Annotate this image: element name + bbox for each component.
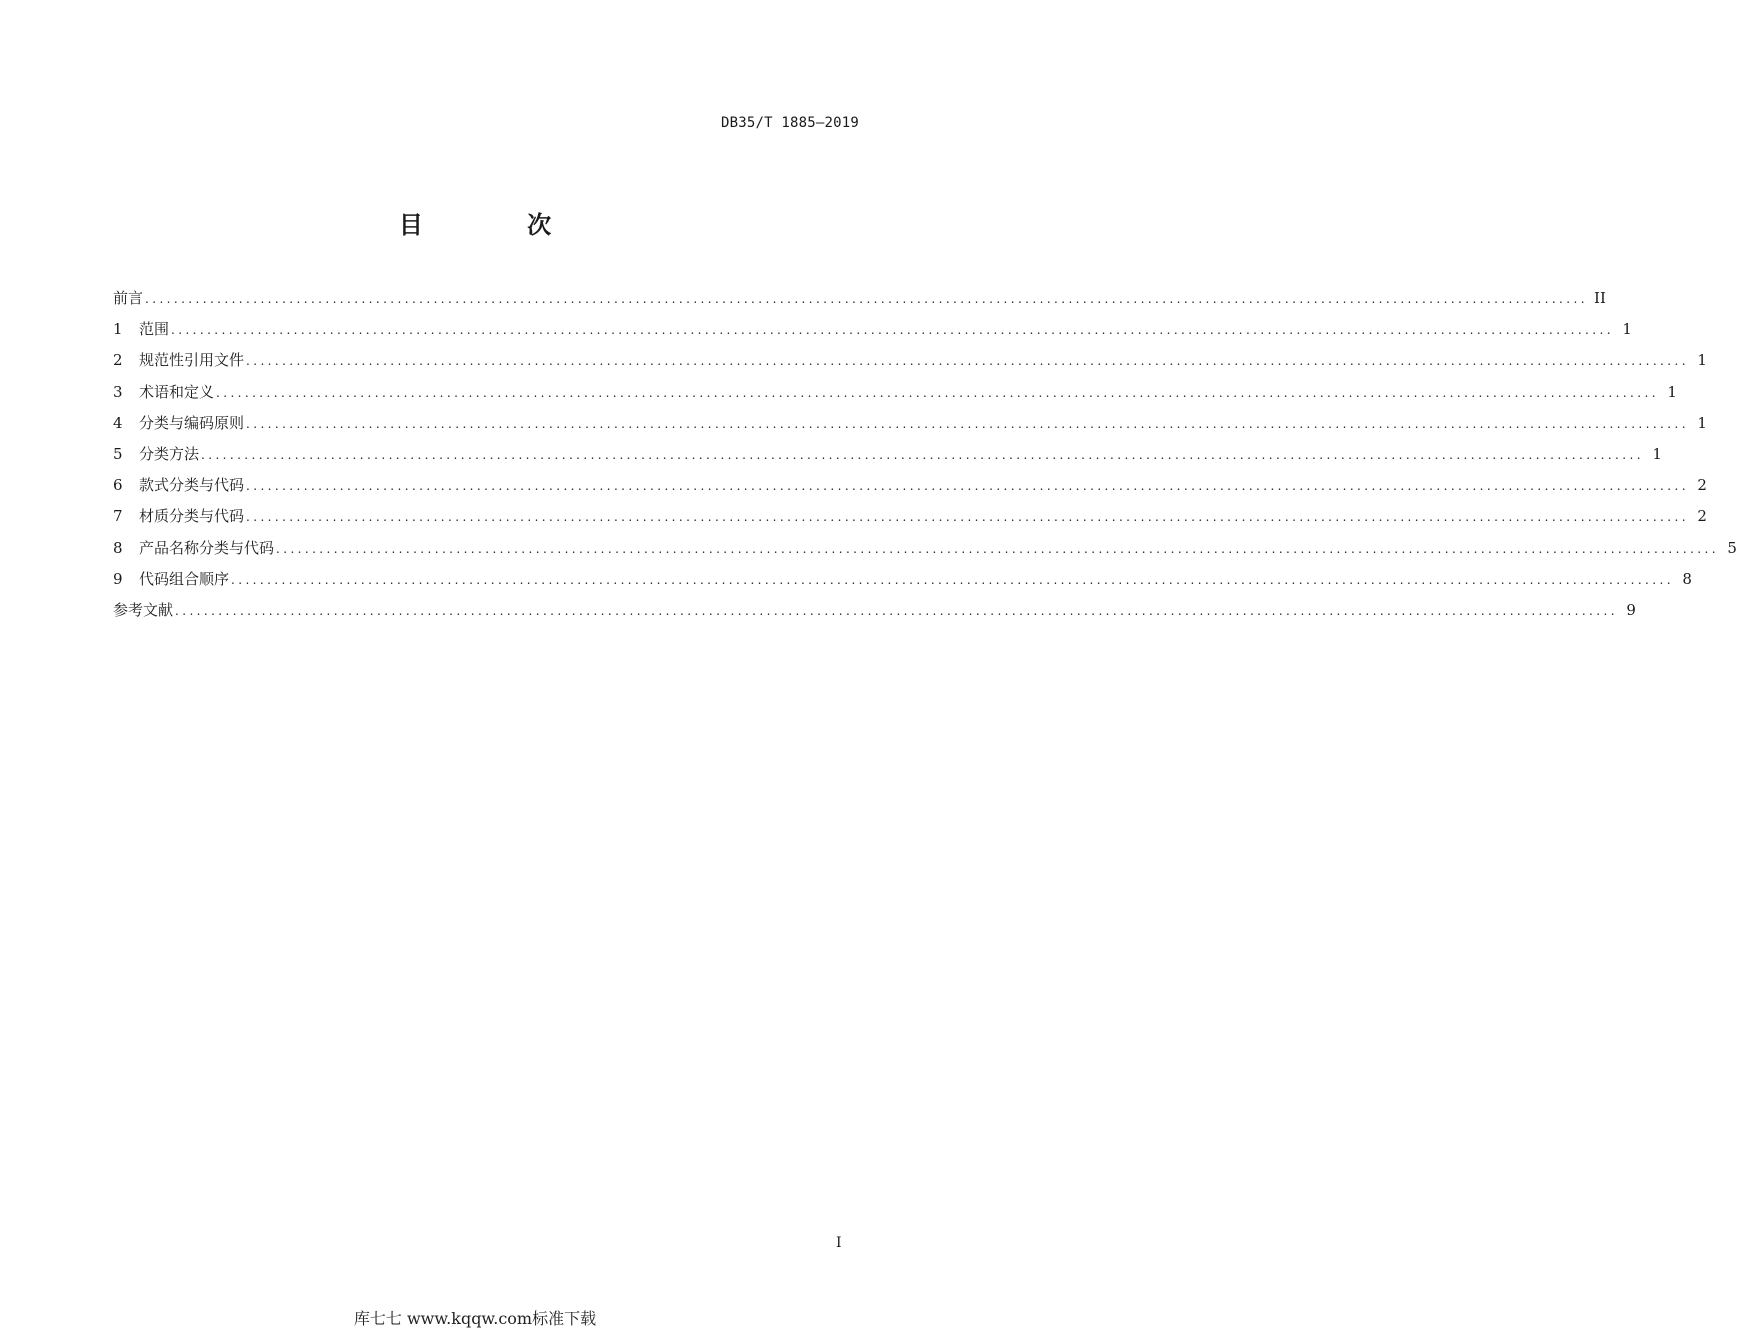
toc-entry-page: 1 (1697, 351, 1707, 370)
page-number: I (836, 1235, 842, 1251)
toc-entry-number: 3 (113, 382, 123, 401)
toc-entry-number: 6 (113, 476, 123, 495)
toc-leader-dots: ........................................................................................................................................................................................................ (276, 541, 1719, 556)
toc-entry-product-name-codes[interactable] (113, 537, 1737, 568)
toc-entry-number: 9 (113, 569, 123, 588)
toc-entry-scope[interactable] (113, 318, 1632, 349)
toc-entry-page: 1 (1652, 444, 1662, 463)
toc-entry-classification-principles[interactable] (113, 412, 1707, 443)
toc-entry-code-order[interactable] (113, 568, 1692, 599)
toc-entry-classification-methods[interactable] (113, 443, 1662, 474)
toc-entry-number: 7 (113, 507, 123, 526)
toc-leader-dots: ........................................................................................................................................................................................................ (175, 603, 1618, 618)
toc-entry-page: 9 (1626, 600, 1636, 619)
toc-entry-label: 分类与编码原则 (139, 413, 245, 432)
toc-entry-label: 款式分类与代码 (139, 476, 245, 495)
toc-entry-page: 1 (1622, 320, 1632, 339)
toc-entry-terms[interactable] (113, 381, 1677, 412)
toc-entry-label: 分类方法 (139, 444, 200, 463)
toc-entry-page: 1 (1667, 382, 1677, 401)
toc-leader-dots: ........................................................................................................................................................................................................ (171, 323, 1614, 338)
toc-entry-number: 1 (113, 320, 123, 339)
toc-entry-material-codes[interactable] (113, 505, 1707, 536)
toc-entry-label: 材质分类与代码 (139, 507, 245, 526)
toc-entry-style-codes[interactable] (113, 474, 1707, 505)
toc-leader-dots: ........................................................................................................................................................................................................ (246, 510, 1689, 525)
toc-entry-number: 5 (113, 444, 123, 463)
toc-entry-label: 参考文献 (113, 600, 174, 619)
toc-entry-number: 4 (113, 413, 123, 432)
toc-entry-label: 术语和定义 (139, 382, 215, 401)
toc-entry-label: 范围 (139, 320, 170, 339)
toc-entry-normative-references[interactable] (113, 349, 1707, 380)
toc-entry-number: 8 (113, 538, 123, 557)
toc-entry-foreword[interactable] (113, 287, 1606, 318)
document-code: DB35/T 1885—2019 (720, 115, 859, 131)
toc-leader-dots: ........................................................................................................................................................................................................ (246, 416, 1689, 431)
toc-entry-number: 2 (113, 351, 123, 370)
toc-entry-page: 2 (1697, 507, 1707, 526)
toc-leader-dots: ........................................................................................................................................................................................................ (246, 354, 1689, 369)
toc-entry-page: 2 (1697, 476, 1707, 495)
toc-entry-label: 产品名称分类与代码 (139, 538, 275, 557)
toc-entry-label: 代码组合顺序 (139, 569, 230, 588)
toc-leader-dots: ........................................................................................................................................................................................................ (145, 292, 1588, 306)
toc-entry-page: 8 (1682, 569, 1692, 588)
toc-entry-page: II (1594, 289, 1606, 307)
toc-leader-dots: ........................................................................................................................................................................................................ (246, 479, 1689, 494)
toc-entry-page: 1 (1697, 413, 1707, 432)
toc-entry-page: 5 (1727, 538, 1737, 557)
footer-watermark: 库七七 www.kqqw.com标准下载 (353, 1309, 597, 1328)
toc-title: 目 次 (398, 211, 600, 239)
table-of-contents (113, 287, 1737, 630)
toc-entry-bibliography[interactable] (113, 599, 1636, 630)
toc-leader-dots: ........................................................................................................................................................................................................ (201, 447, 1644, 462)
toc-leader-dots: ........................................................................................................................................................................................................ (216, 385, 1659, 400)
toc-entry-label: 规范性引用文件 (139, 351, 245, 370)
toc-entry-label: 前言 (113, 289, 144, 307)
toc-leader-dots: ........................................................................................................................................................................................................ (231, 572, 1674, 587)
